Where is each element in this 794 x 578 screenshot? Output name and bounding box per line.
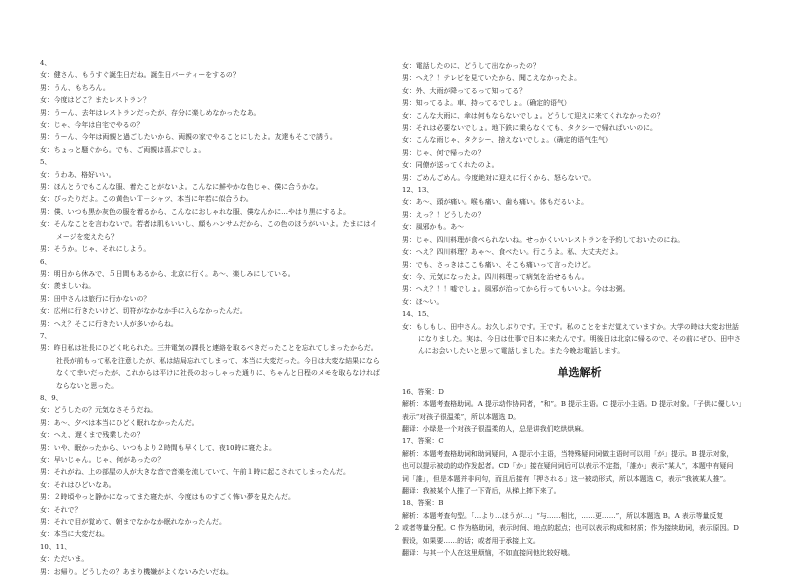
text-line: 女：電話したのに、どうして出なかったの？: [402, 62, 540, 70]
text-line: 男：うーん、今年は両親と過ごしたいから、両親の家でやることにしたよ。友達もそこで誘う。: [40, 133, 337, 142]
text-line: 女：そんなことを言わないで。若者は肌もいいし、顔もハンサムだから、この色のほうがいいよ。たまにはイ: [40, 220, 378, 229]
text-line: 女：今度はどこ？またレストラン？: [40, 96, 151, 105]
text-line: 女：広州に行きたいけど、切符がなかなか手に入らなかったんだ。: [40, 307, 247, 316]
text-line: 男：お帰り。どうしたの？あまり機嫌がよくないみたいだね。: [40, 567, 233, 576]
text-line: 女：こんな雨じゃ、タクシー、捨えないでしょ。（确定的语气生气）: [402, 136, 612, 145]
text-line: 18、答案：B: [402, 499, 444, 508]
text-line: 17、答案：C: [402, 437, 444, 446]
text-line: 女：じゃ、今年は自宅でやるの？: [40, 121, 144, 130]
text-line: 8、9、: [40, 393, 63, 402]
text-line: 女：風邪かも。あ～: [402, 223, 465, 232]
text-line: 社長が前もって私を注意したが、私は結局忘れてしまって、本当に大変だった。今日は大変な結果になら: [56, 356, 380, 365]
text-line: 男：でも、さっきはここも痛い、そこも痛いって言ったけど。: [402, 260, 595, 269]
text-line: 女：どうしたの？元気なさそうだね。: [40, 406, 158, 415]
text-line: 翻译：小绿是一个对孩子很温柔的人，总是讲我们吃烘烘麻。: [402, 424, 589, 433]
text-line: 男：ごめんごめん。今度絶対に迎えに行くから、怒らないで。: [402, 173, 596, 182]
text-line: 男：昨日私は社長にひどく叱られた。三井電気の課長と連絡を取るべきだったことを忘れてしまったからだ。: [40, 344, 378, 353]
text-line: 女：早いじゃん。じゃ、何があったの？: [40, 456, 165, 464]
text-line: 5、: [40, 158, 52, 167]
text-line: 14、15、: [402, 310, 434, 319]
text-line: 或者等量分配。C 作为格助词，表示时间、地点的起点；也可以表示构成和材质；作为接续助词，表示原因。D: [402, 524, 739, 533]
text-line: ならないと思った。: [56, 381, 119, 390]
text-line: 女：今、元気になったよ。四川料理って病気を治せるもん。: [402, 272, 589, 281]
text-line: 男：それは必要ないでしょ。地下鉄に乗らなくても、タクシーで帰ればいいのに。: [402, 124, 657, 133]
dialogue-section: [402, 60, 757, 358]
text-line: 男：あ～、夕べは本当にひどく眠れなかったんだ。: [40, 418, 199, 427]
text-line: 解析：本题考查句型。「…より…ほうが…」“与……相比，……更……”，所以本题选 B。A 表示等量反复: [402, 511, 724, 520]
text-line: 女：それで？: [40, 505, 82, 514]
answers-section: [402, 386, 757, 560]
text-line: 女：同僚が送ってくれたのよ。: [402, 161, 499, 170]
text-line: 男：僕、いつも黒か灰色の服を着るから、こんなにおしゃれな服、僕なんかに…やはり黒にするよ。: [40, 207, 351, 216]
left-column: [40, 57, 395, 578]
text-line: 女：本当に大変だね。: [40, 530, 109, 539]
text-line: 女：うわあ、格好いい。: [40, 170, 116, 179]
text-line: 女：羨ましいね。: [40, 282, 96, 291]
text-line: 男：田中さんは旅行に行かないの？: [40, 294, 151, 303]
text-line: なくて幸いだったが、これからは平けに社長のおっしゃった通りに、ちゃんと日程のメモを取らなければ: [56, 369, 380, 378]
text-line: 16、答案：D: [402, 387, 444, 396]
text-line: 男：えっ？！どうしたの？: [402, 210, 485, 219]
text-line: 男：うーん、去年はレストランだったが、存分に楽しめなかったなあ。: [40, 108, 261, 117]
text-line: 男：へえ？そこに行きたい人が多いからね。: [40, 319, 178, 328]
text-line: 男：それで目が覚めて、朝までなかなか眠れなかったんだ。: [40, 518, 226, 527]
text-line: 女：健さん、もうすぐ誕生日だね。誕生日パーティーをするの？: [40, 71, 240, 80]
text-line: 男：へえ？！テレビを見ていたから、聞こえなかったよ。: [402, 74, 582, 83]
text-line: 男：そうか。じゃ、それにしよう。: [40, 245, 151, 254]
text-line: 男：ほんとうでもこんな服、着たことがないよ。こんなに鮮やかな色じゃ、僕に合うかな。: [40, 183, 323, 192]
text-line: 男：明日から休みで、５日間もあるから、北京に行く。あ～、楽しみにしている。: [40, 269, 295, 278]
text-line: 女：あ～、頭が痛い。喉も痛い、歯も痛い。体もだるいよ。: [402, 198, 589, 207]
text-line: 6、: [40, 257, 52, 266]
text-line: メージを変えたら？: [56, 232, 118, 241]
text-line: 女：へえ、遅くまで残業したの？: [40, 431, 144, 440]
text-line: 男：じゃ、四川料理が食べられないね。せっかくいいレストランを予約しておいたのにね。: [402, 235, 685, 244]
text-line: 女：ほ～い。: [402, 297, 444, 306]
text-line: 男：うん、もちろん。: [40, 83, 110, 92]
text-line: 女：もしもし、田中さん。お久しぶりです。王です。私のことをまだ覚えていますか。大学の時は大変お世話: [402, 322, 739, 331]
text-line: 解析：本题考查格助词。A 提示动作协同者，“和”。B 提示主语。C 提示小主语。D 提示对象。「子供に優しい」: [402, 400, 746, 409]
text-line: 男：知ってるよ。車、持ってるでしょ。（确定的语气）: [402, 99, 571, 108]
text-line: 女：へえ？四川料理？あゃ～、食べたい。行こうよ。私、大丈夫だよ。: [402, 248, 623, 257]
text-line: 4、: [40, 59, 52, 67]
text-line: 也可以提示被动的动作发起者。CD「か」接在疑问词后可以表示不定指，「誰か」表示“某人”，本题中有疑问: [402, 462, 734, 471]
text-line: 女：外、大雨が降ってるって知ってる？: [402, 86, 527, 95]
text-line: 词「誰」，但是本题并非问句，而且后接有「押される」这一被动形式，所以本题选 C，表示“我被某人推”。: [402, 474, 731, 483]
text-line: 男：それがね、上の部屋の人が大きな音で音楽を流していて、午前１時に起こされてしまったんだ。: [40, 468, 350, 477]
text-line: んにお会いしたいと思って電話しました。また今晩お電話します。: [418, 347, 625, 356]
text-line: 7、: [40, 331, 52, 340]
text-line: 男：いや、眠かったから、いつもより２時間も早くして、夜10時に寝たよ。: [40, 443, 276, 452]
text-line: 假设，如果要……的话；或者用于承接上文。: [402, 536, 540, 545]
text-line: 女：ただいま。: [40, 555, 89, 564]
text-line: 翻译：我被某个人推了一下背后，从梯上摔下来了。: [402, 487, 561, 495]
text-line: 男：へえ？！！嘘でしょ。風邪が治ってから行ってもいいよ。今はお粥。: [402, 285, 630, 294]
right-column: [402, 60, 757, 559]
text-line: 12、13、: [402, 186, 434, 195]
text-line: 男：２時頃やっと静かになってまた寝たが、今度はものすごく怖い夢を見たんだ。: [40, 493, 295, 502]
text-line: 解析：本题考查格助词和助词疑问，A 提示小主语，当特殊疑问词做主语时可以用「が」提示。B 提示对象，: [402, 449, 734, 458]
text-line: になりました。実は、今日は仕事で日本に来たんです。明後日は北京に帰るので、その前にぜひ、田中さ: [418, 334, 741, 343]
section-title: 单选解析: [557, 365, 602, 379]
text-line: 翻译：与其一个人在这里烦恼，不如直接问他比较好哦。: [402, 549, 575, 558]
text-line: 男：じゃ、何で帰ったの？: [402, 148, 485, 157]
text-line: 女：それはひどいなあ。: [40, 480, 116, 489]
text-line: 女：こんな大雨に、傘は何もならないでしょ。どうして迎えに来てくれなかったの？: [402, 111, 664, 120]
page-number: 2: [394, 524, 400, 532]
text-line: 女：ちょっと騒ぐから。でも、ご両親は喜ぶでしょ。: [40, 145, 206, 154]
text-line: 女：ぴったりだよ。この黄色いＴ－シャツ、本当に年若に似合うわ。: [40, 195, 253, 204]
text-line: 10、11、: [40, 542, 72, 551]
text-line: 表示“对孩子很温柔”，所以本题选 D。: [402, 412, 521, 421]
